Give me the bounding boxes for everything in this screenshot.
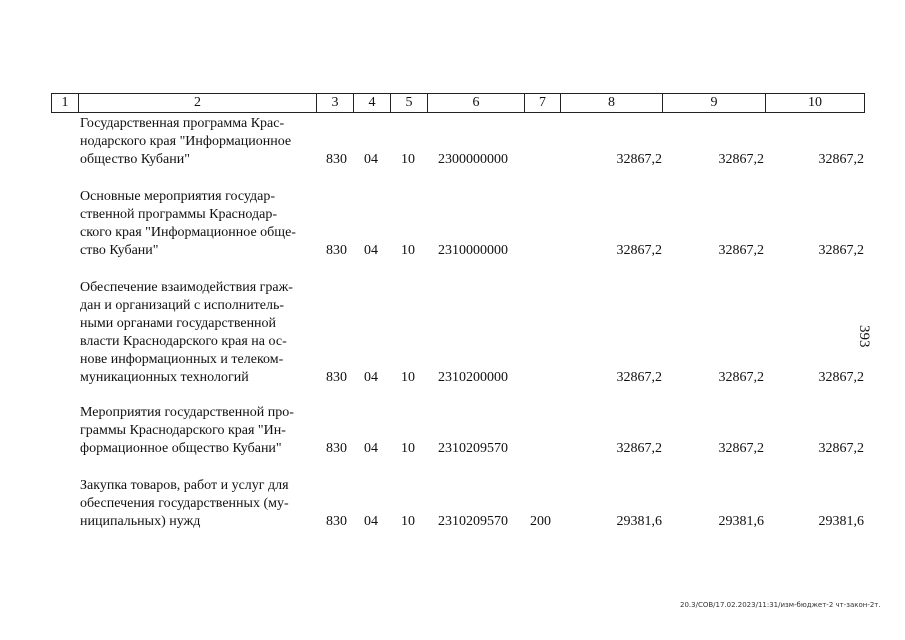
header-col-1: 1: [52, 94, 79, 112]
cell-ministry: 830: [326, 243, 347, 258]
header-col-9: 9: [663, 94, 766, 112]
row-name-line: обеспечения государственных (му-: [80, 496, 289, 511]
row-name: [80, 404, 316, 458]
cell-section: 04: [364, 243, 378, 258]
cell-amount-10: 32867,2: [818, 441, 864, 456]
cell-amount-9: 32867,2: [718, 441, 764, 456]
row-name-line: нове информационных и телеком-: [80, 352, 284, 367]
cell-target-article: 2310200000: [438, 370, 508, 385]
page-number: 393: [856, 325, 872, 348]
cell-expense-type: 200: [530, 514, 551, 529]
row-name-line: Мероприятия государственной про-: [80, 405, 294, 420]
cell-amount-9: 32867,2: [718, 243, 764, 258]
footer-file-stamp: 20.3/СОВ/17.02.2023/11:31/изм-бюджет-2 чт-закон-2т.: [680, 601, 881, 609]
cell-section: 04: [364, 441, 378, 456]
cell-ministry: 830: [326, 370, 347, 385]
cell-amount-10: 32867,2: [818, 243, 864, 258]
cell-section: 04: [364, 370, 378, 385]
cell-amount-8: 29381,6: [616, 514, 662, 529]
row-name-line: Основные мероприятия государ-: [80, 189, 275, 204]
cell-amount-9: 32867,2: [718, 152, 764, 167]
row-name-line: власти Краснодарского края на ос-: [80, 334, 287, 349]
cell-subsection: 10: [401, 441, 415, 456]
header-col-10: 10: [808, 95, 822, 110]
cell-amount-9: 32867,2: [718, 370, 764, 385]
row-name: [80, 188, 316, 260]
header-col-5: 5: [391, 94, 428, 112]
row-name-line: дан и организаций с исполнитель-: [80, 298, 285, 313]
cell-amount-10: 32867,2: [818, 370, 864, 385]
row-name-line: ственной программы Краснодар-: [80, 207, 277, 222]
row-name-line: ниципальных) нужд: [80, 514, 201, 529]
cell-target-article: 2310209570: [438, 441, 508, 456]
cell-amount-8: 32867,2: [616, 370, 662, 385]
cell-amount-9: 29381,6: [718, 514, 764, 529]
header-col-6: 6: [428, 94, 525, 112]
cell-amount-8: 32867,2: [616, 243, 662, 258]
cell-amount-8: 32867,2: [616, 441, 662, 456]
cell-amount-10: 29381,6: [818, 514, 864, 529]
cell-section: 04: [364, 152, 378, 167]
row-name-line: формационное общество Кубани": [80, 441, 282, 456]
cell-subsection: 10: [401, 152, 415, 167]
cell-target-article: 2310209570: [438, 514, 508, 529]
row-name-line: Государственная программа Крас-: [80, 116, 285, 131]
cell-subsection: 10: [401, 514, 415, 529]
row-name-line: общество Кубани": [80, 152, 190, 167]
cell-section: 04: [364, 514, 378, 529]
cell-amount-10: 32867,2: [818, 152, 864, 167]
header-col-3: 3: [317, 94, 354, 112]
cell-target-article: 2310000000: [438, 243, 508, 258]
row-name-line: ского края "Информационное обще-: [80, 225, 296, 240]
cell-subsection: 10: [401, 370, 415, 385]
row-name-line: ными органами государственной: [80, 316, 277, 331]
header-col-2: 2: [79, 94, 317, 112]
header-col-7: 7: [525, 94, 561, 112]
row-name: [80, 115, 316, 169]
row-name-line: муникационных технологий: [80, 370, 249, 385]
row-name: [80, 477, 316, 531]
cell-ministry: 830: [326, 152, 347, 167]
cell-ministry: 830: [326, 441, 347, 456]
header-col-4: 4: [354, 94, 391, 112]
cell-subsection: 10: [401, 243, 415, 258]
row-name-line: Закупка товаров, работ и услуг для: [80, 478, 289, 493]
row-name-line: Обеспечение взаимодействия граж-: [80, 280, 293, 295]
row-name-line: нодарского края "Информационное: [80, 134, 292, 149]
row-name: [80, 279, 316, 387]
cell-ministry: 830: [326, 514, 347, 529]
header-col-8: 8: [561, 94, 663, 112]
cell-amount-8: 32867,2: [616, 152, 662, 167]
row-name-line: ство Кубани": [80, 243, 159, 258]
row-name-line: граммы Краснодарского края "Ин-: [80, 423, 286, 438]
table-header-row: [51, 93, 865, 113]
cell-target-article: 2300000000: [438, 152, 508, 167]
